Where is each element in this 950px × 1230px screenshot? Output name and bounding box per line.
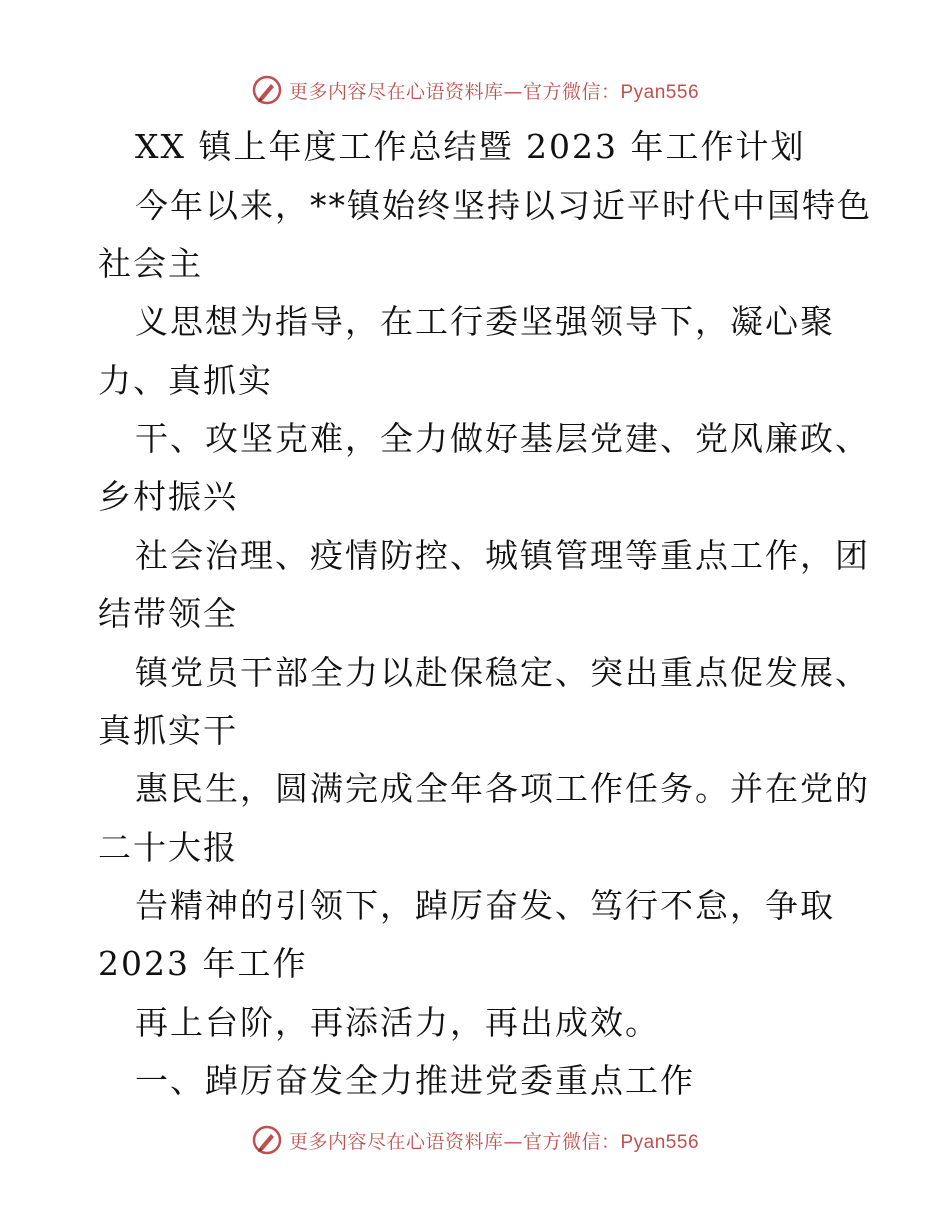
- body-line: 惠民生，圆满完成全年各项工作任务。并在党的: [135, 769, 870, 808]
- body-line: 乡村振兴: [98, 477, 238, 516]
- pen-logo-icon: [251, 74, 283, 106]
- body-line: 社会治理、疫情防控、城镇管理等重点工作，团: [135, 536, 870, 575]
- watermark-text: 更多内容尽在心语资料库—官方微信：Pyan556: [288, 1130, 700, 1153]
- body-line: 今年以来，**镇始终坚持以习近平时代中国特色: [135, 186, 872, 225]
- body-line: 社会主: [98, 244, 203, 283]
- body-line: 结带领全: [98, 594, 238, 633]
- section-heading: 一、踔厉奋发全力推进党委重点工作: [135, 1061, 695, 1100]
- pen-logo-icon: [251, 1124, 283, 1156]
- body-line: 告精神的引领下，踔厉奋发、笃行不怠，争取: [135, 886, 835, 925]
- body-line: 2023 年工作: [98, 944, 308, 983]
- body-line: 义思想为指导，在工行委坚强领导下，凝心聚: [135, 302, 835, 341]
- document-title: XX 镇上年度工作总结暨 2023 年工作计划: [135, 127, 806, 166]
- body-line: 镇党员干部全力以赴保稳定、突出重点促发展、: [135, 653, 870, 692]
- watermark-footer: [0, 1120, 950, 1160]
- body-line: 力、真抓实: [98, 361, 273, 400]
- watermark-header: [0, 70, 950, 110]
- body-line: 真抓实干: [98, 711, 238, 750]
- watermark-text: 更多内容尽在心语资料库—官方微信：Pyan556: [288, 80, 700, 103]
- body-line: 二十大报: [98, 828, 238, 867]
- body-line: 再上台阶，再添活力，再出成效。: [135, 1003, 660, 1042]
- body-line: 干、攻坚克难，全力做好基层党建、党风廉政、: [135, 419, 870, 458]
